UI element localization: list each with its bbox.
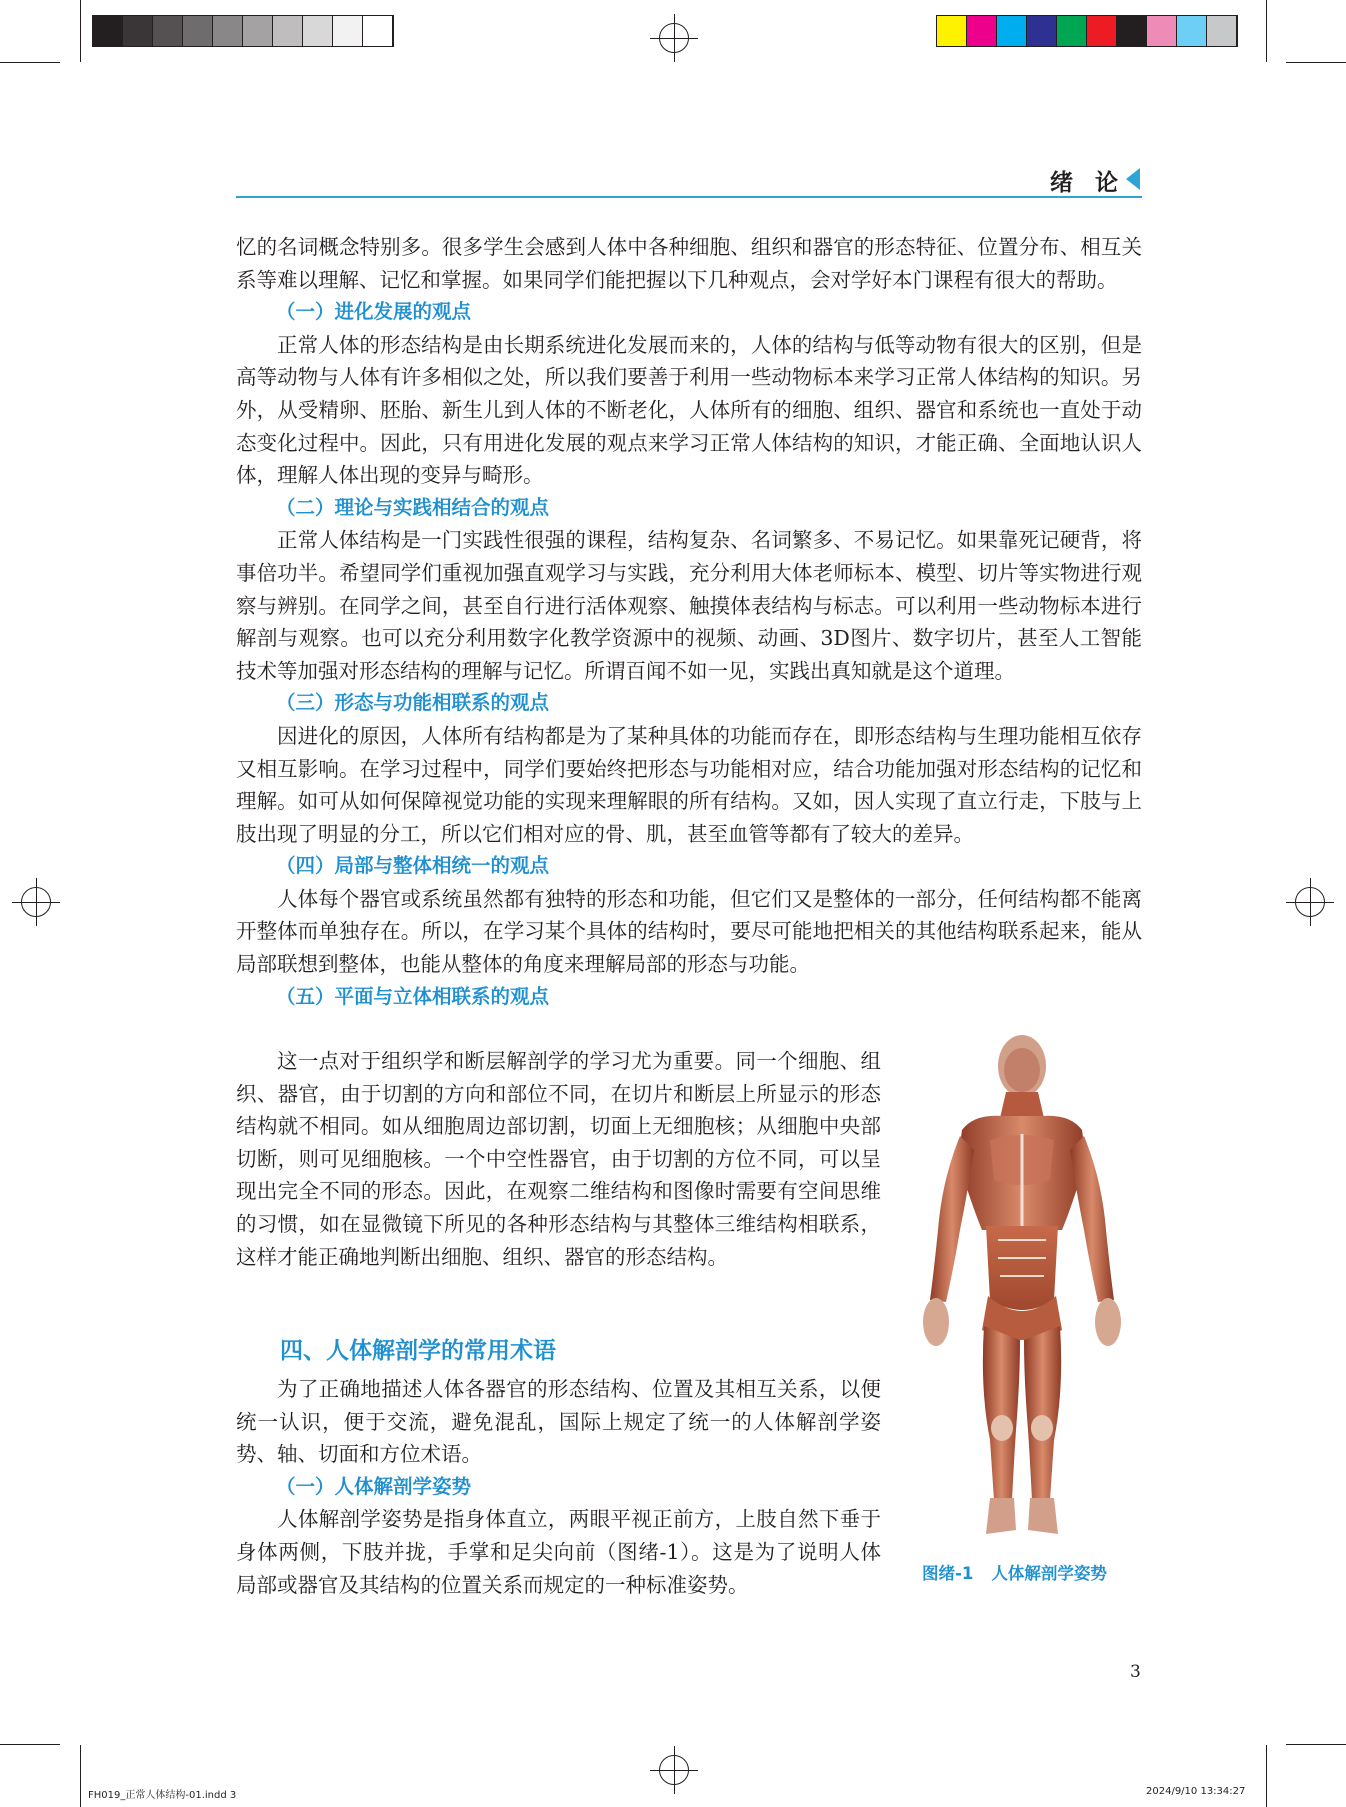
paragraph-part-whole: 人体每个器官或系统虽然都有独特的形态和功能，但它们又是整体的一部分，任何结构都不能离开整体而单独存在。所以，在学习某个具体的结构时，要尽可能地把相关的其他结构联系起来，能从局部联想到整体，也能从整体的角度来理解局部的形态与功能。 [236,886,1142,977]
section-title-terminology: 四、人体解剖学的常用术语 [280,1338,556,1364]
subheading-theory-practice: （二）理论与实践相结合的观点 [276,495,550,519]
color-swatch [1057,16,1087,46]
color-swatch [997,16,1027,46]
registration-mark-left [12,878,60,926]
figure-caption-text: 人体解剖学姿势 [991,1564,1107,1583]
registration-mark-bottom [650,1746,698,1794]
gray-swatch [93,16,123,46]
footer-timestamp: 2024/9/10 13:34:27 [1146,1786,1246,1797]
anatomy-figure [902,1030,1142,1550]
registration-mark-top [650,14,698,62]
gray-calibration-bar [92,15,394,47]
page-number: 3 [1130,1662,1141,1682]
color-swatch [1207,16,1237,46]
color-swatch [937,16,967,46]
paragraph-continuation: 忆的名词概念特别多。很多学生会感到人体中各种细胞、组织和器官的形态特征、位置分布、相互关系等难以理解、记忆和掌握。如果同学们能把握以下几种观点，会对学好本门课程有很大的帮助。 [236,235,1142,292]
header-rule [236,196,1142,198]
paragraph-evolution: 正常人体的形态结构是由长期系统进化发展而来的，人体的结构与低等动物有很大的区别，但是高等动物与人体有许多相似之处，所以我们要善于利用一些动物标本来学习正常人体结构的知识。另外，从受精卵、胚胎、新生儿到人体的不断老化，人体所有的细胞、组织、器官和系统也一直处于动态变化过程中。因此，只有用进化发展的观点来学习正常人体结构的知识，才能正确、全面地认识人体，理解人体出现的变异与畸形。 [236,332,1142,488]
subheading-evolution: （一）进化发展的观点 [276,300,472,324]
anatomy-muscle-figure-icon [902,1030,1142,1550]
gray-swatch [273,16,303,46]
body-text-narrow [236,1045,881,1273]
subheading-part-whole: （四）局部与整体相统一的观点 [276,854,550,878]
paragraph-plane-solid: 这一点对于组织学和断层解剖学的学习尤为重要。同一个细胞、组织、器官，由于切割的方向和部位不同，在切片和断层上所显示的形态结构就不相同。如从细胞周边部切割，切面上无细胞核；从细胞中央部切断，则可见细胞核。一个中空性器官，由于切割的方位不同，可以呈现出完全不同的形态。因此，在观察二维结构和图像时需要有空间思维的习惯，如在显微镜下所见的各种形态结构与其整体三维结构相联系，这样才能正确地判断出细胞、组织、器官的形态结构。 [236,1049,881,1269]
gray-swatch [153,16,183,46]
subheading-form-function: （三）形态与功能相联系的观点 [276,691,550,715]
registration-mark-right [1286,878,1334,926]
subheading-plane-solid: （五）平面与立体相联系的观点 [276,984,550,1008]
body-text-terminology [236,1373,881,1601]
gray-swatch [303,16,333,46]
color-swatch [1087,16,1117,46]
color-swatch [1117,16,1147,46]
header-arrow-icon [1126,168,1140,190]
gray-swatch [333,16,363,46]
paragraph-theory-practice: 正常人体结构是一门实践性很强的课程，结构复杂、名词繁多、不易记忆。如果靠死记硬背，将事倍功半。希望同学们重视加强直观学习与实践，充分利用大体老师标本、模型、切片等实物进行观察与辨别。在同学之间，甚至自行进行活体观察、触摸体表结构与标志。可以利用一些动物标本进行解剖与观察。也可以充分利用数字化教学资源中的视频、动画、3D图片、数字切片，甚至人工智能技术等加强对形态结构的理解与记忆。所谓百闻不如一见，实践出真知就是这个道理。 [236,528,1142,683]
gray-swatch [363,16,393,46]
paragraph-anatomical-position: 人体解剖学姿势是指身体直立，两眼平视正前方，上肢自然下垂于身体两侧，下肢并拢，手掌和足尖向前（图绪-1）。这是为了说明人体局部或器官及其结构的位置关系而规定的一种标准姿势。 [236,1507,881,1597]
gray-swatch [183,16,213,46]
gray-swatch [213,16,243,46]
gray-swatch [243,16,273,46]
color-swatch [1147,16,1177,46]
footer-file-name: FH019_正常人体结构-01.indd 3 [88,1790,237,1801]
paragraph-form-function: 因进化的原因，人体所有结构都是为了某种具体的功能而存在，即形态结构与生理功能相互依存又相互影响。在学习过程中，同学们要始终把形态与功能相对应，结合功能加强对形态结构的记忆和理解。如可从如何保障视觉功能的实现来理解眼的所有结构。又如，因人实现了直立行走，下肢与上肢出现了明显的分工，所以它们相对应的骨、肌，甚至血管等都有了较大的差异。 [236,723,1142,846]
figure-caption [922,1560,1107,1584]
color-swatch [967,16,997,46]
subheading-anatomical-position: （一）人体解剖学姿势 [276,1474,472,1498]
chapter-header: 绪论 [1050,170,1140,196]
color-swatch [1027,16,1057,46]
figure-number: 图绪-1 [922,1564,974,1583]
gray-swatch [123,16,153,46]
color-calibration-bar [936,15,1238,47]
body-text [236,231,1142,1013]
color-swatch [1177,16,1207,46]
paragraph-terminology: 为了正确地描述人体各器官的形态结构、位置及其相互关系，以便统一认识，便于交流，避免混乱，国际上规定了统一的人体解剖学姿势、轴、切面和方位术语。 [236,1377,881,1467]
